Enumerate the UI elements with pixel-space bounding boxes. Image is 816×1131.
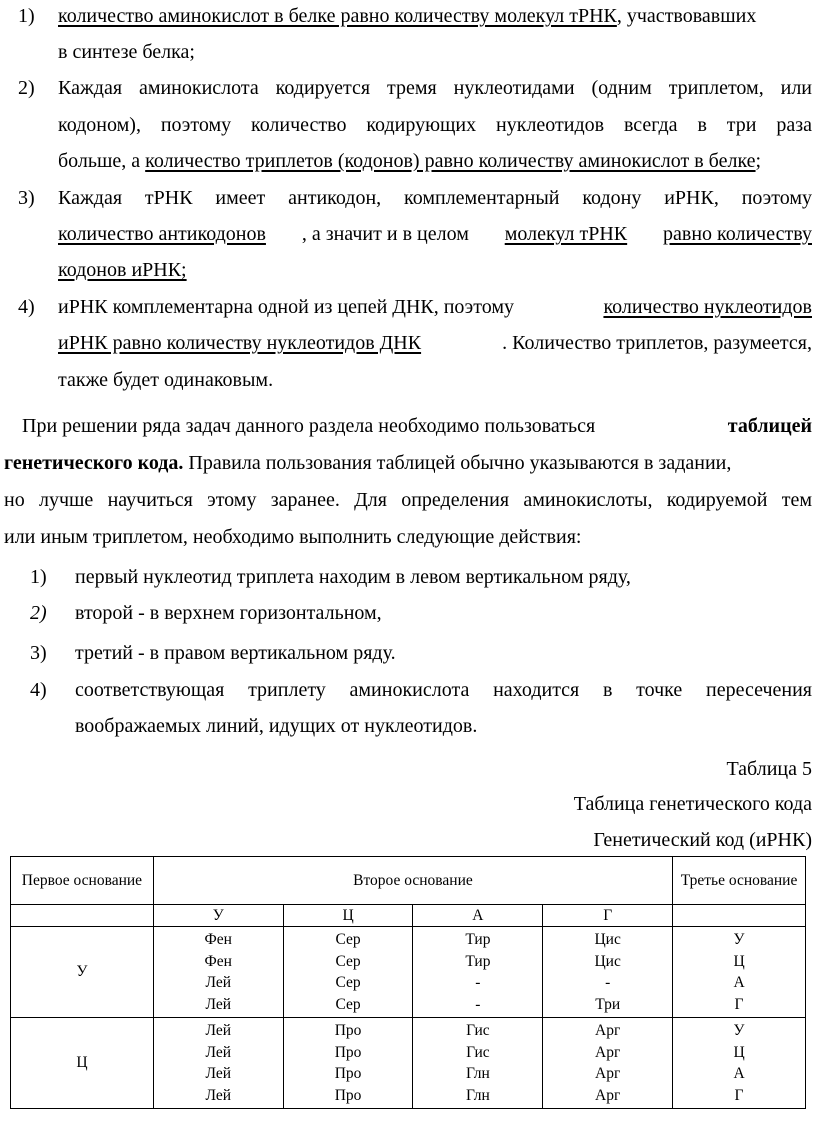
item-text: второй - в верхнем горизонтальном, bbox=[75, 602, 382, 624]
text-segment: Правила пользования таблицей обычно указываются в задании, bbox=[183, 452, 732, 474]
list-item bbox=[0, 638, 816, 668]
text-segment: молекул тРНК bbox=[504, 223, 628, 245]
paragraph-line bbox=[0, 522, 816, 552]
header-third-base: Третье основание bbox=[673, 857, 806, 905]
text-segment: равно количеству bbox=[663, 223, 812, 245]
item-number: 1) bbox=[18, 5, 35, 27]
second-base-cell: У bbox=[153, 905, 283, 927]
text-segment: кодонов иРНК; bbox=[58, 259, 187, 281]
amino-cell: Фен Фен Лей Лей bbox=[153, 927, 283, 1018]
list-item bbox=[0, 1, 816, 31]
list-item bbox=[0, 73, 816, 103]
amino-cell: Сер Сер Сер Сер bbox=[283, 927, 413, 1018]
item-number: 3) bbox=[18, 187, 35, 209]
list-item bbox=[0, 562, 816, 592]
text-segment: иРНК комплементарна одной из цепей ДНК, поэтому bbox=[58, 296, 515, 318]
header-second-base: Второе основание bbox=[153, 857, 672, 905]
table-number: Таблица 5 bbox=[726, 758, 812, 780]
list-item bbox=[0, 183, 816, 213]
third-base-cell: У Ц А Г bbox=[673, 1018, 806, 1109]
list-item-continuation bbox=[0, 255, 816, 285]
text-segment: , а значит и в целом bbox=[301, 223, 469, 245]
text-segment: количество триплетов (кодонов) равно количеству аминокислот в белке bbox=[145, 150, 756, 172]
table-header-row bbox=[11, 857, 806, 905]
list-item-continuation bbox=[0, 711, 816, 741]
text-segment: ; bbox=[755, 150, 762, 172]
amino-cell: Тир Тир - - bbox=[413, 927, 543, 1018]
list-item bbox=[0, 675, 816, 705]
text-segment: Каждая тРНК имеет антикодон, комплементарный кодону иРНК, поэтому bbox=[58, 187, 812, 209]
text-segment: , участвовавших bbox=[616, 5, 757, 27]
item-number: 2) bbox=[30, 602, 47, 624]
table-title: Таблица генетического кода bbox=[573, 793, 812, 815]
amino-cell: Арг Арг Арг Арг bbox=[543, 1018, 673, 1109]
item-text: воображаемых линий, идущих от нуклеотидов. bbox=[75, 715, 478, 737]
list-item-continuation bbox=[0, 365, 816, 395]
item-number: 2) bbox=[18, 77, 35, 99]
text-segment: в синтезе белка; bbox=[58, 41, 195, 63]
item-text: третий - в правом вертикальном ряду. bbox=[75, 642, 396, 664]
text-segment: . Количество триплетов, разумеется, bbox=[502, 332, 812, 354]
text-segment: количество аминокислот в белке равно количеству молекул тРНК bbox=[58, 5, 617, 27]
amino-cell: Гис Гис Глн Глн bbox=[413, 1018, 543, 1109]
paragraph-line bbox=[0, 485, 816, 515]
list-item-continuation bbox=[0, 146, 816, 176]
text-segment: или иным триплетом, необходимо выполнить следующие действия: bbox=[4, 526, 582, 548]
item-number: 4) bbox=[18, 296, 35, 318]
item-number: 1) bbox=[30, 566, 47, 588]
amino-cell: Лей Лей Лей Лей bbox=[153, 1018, 283, 1109]
table-row bbox=[11, 927, 806, 1018]
first-base-cell: Ц bbox=[11, 1018, 154, 1109]
item-number: 3) bbox=[30, 642, 47, 664]
second-base-cell: А bbox=[413, 905, 543, 927]
amino-cell: Про Про Про Про bbox=[283, 1018, 413, 1109]
first-base-cell: У bbox=[11, 927, 154, 1018]
text-segment: но лучше научиться этому заранее. Для определения аминокислоты, кодируемой тем bbox=[4, 489, 812, 511]
table-subtitle: Генетический код (иРНК) bbox=[593, 829, 812, 851]
item-text: первый нуклеотид триплета находим в левом вертикальном ряду, bbox=[75, 566, 631, 588]
text-segment: иРНК равно количеству нуклеотидов ДНК bbox=[58, 332, 422, 354]
item-number: 4) bbox=[30, 679, 47, 701]
item-text: соответствующая триплету аминокислота находится в точке пересечения bbox=[75, 679, 812, 701]
list-item-continuation bbox=[0, 219, 816, 249]
text-segment: количество нуклеотидов bbox=[603, 296, 812, 318]
text-segment: кодоном), поэтому количество кодирующих нуклеотидов всегда в три раза bbox=[58, 114, 812, 136]
amino-cell: Цис Цис - Три bbox=[543, 927, 673, 1018]
text-segment: также будет одинаковым. bbox=[58, 369, 274, 391]
second-base-cell: Ц bbox=[283, 905, 413, 927]
text-segment: При решении ряда задач данного раздела необходимо пользоваться bbox=[22, 415, 596, 437]
list-item-continuation bbox=[0, 110, 816, 140]
header-first-base: Первое основание bbox=[11, 857, 154, 905]
text-segment: количество антикодонов bbox=[58, 223, 266, 245]
text-segment: Каждая аминокислота кодируется тремя нуклеотидами (одним триплетом, или bbox=[58, 77, 812, 99]
paragraph-line bbox=[0, 448, 816, 478]
second-base-row bbox=[11, 905, 806, 927]
text-segment: генетического кода. bbox=[4, 452, 184, 474]
list-item bbox=[0, 598, 816, 628]
paragraph-line bbox=[0, 411, 816, 441]
text-segment: таблицей bbox=[727, 415, 812, 437]
third-base-cell: У Ц А Г bbox=[673, 927, 806, 1018]
list-item-continuation bbox=[0, 37, 816, 67]
list-item-continuation bbox=[0, 328, 816, 358]
second-base-cell: Г bbox=[543, 905, 673, 927]
genetic-code-table bbox=[10, 856, 806, 1109]
list-item bbox=[0, 292, 816, 322]
text-segment: больше, а bbox=[58, 150, 146, 172]
table-row bbox=[11, 1018, 806, 1109]
